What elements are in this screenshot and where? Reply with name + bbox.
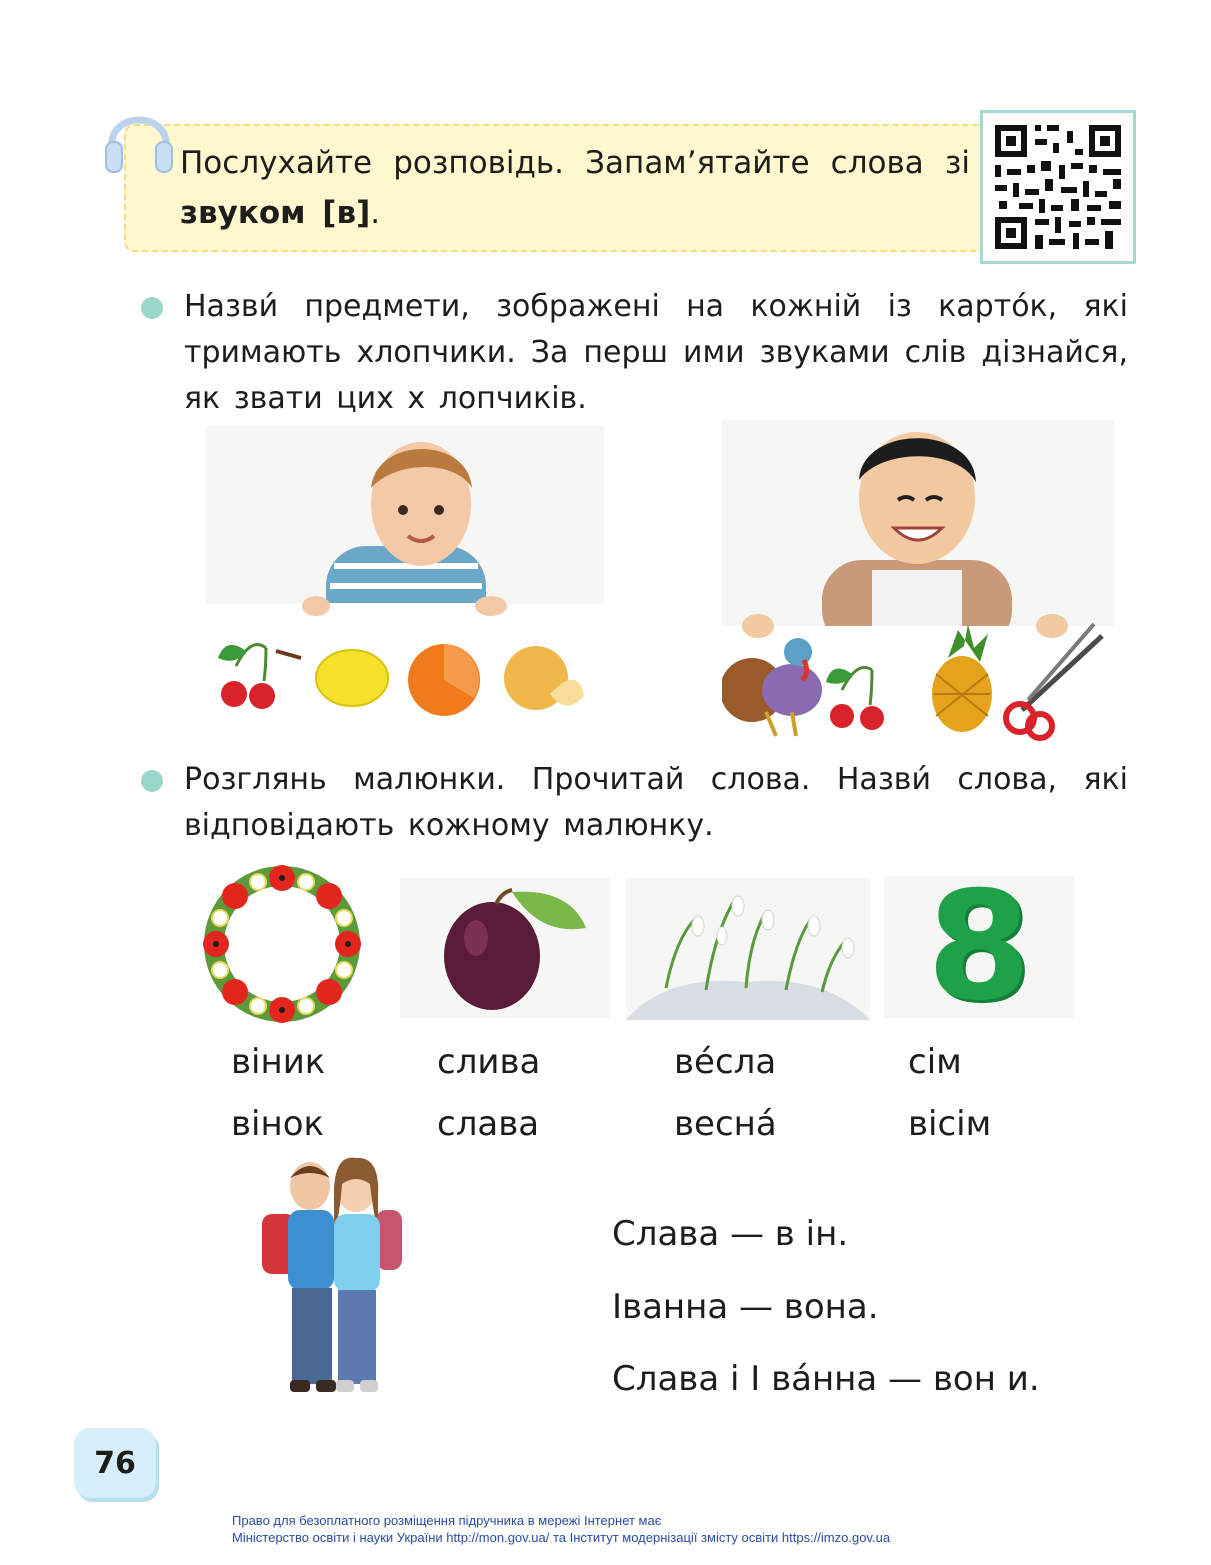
word: сім xyxy=(908,1042,962,1082)
boy-illustration-1 xyxy=(206,426,604,726)
children-illustration xyxy=(236,1144,422,1422)
headphones-icon xyxy=(102,92,176,184)
task-1-instruction: Назви́ предмети, зображені на кожній із карто́к, які тримають хлопчики. За перш ими звуками слів дізнайся, як звати цих х лопчиків. xyxy=(184,289,1128,416)
snowdrops-picture xyxy=(626,878,870,1020)
wreath-icon xyxy=(194,856,370,1032)
footer-line-1: Право для безоплатного розміщення підручника в мережі Інтернет має xyxy=(232,1513,662,1528)
task-bullet xyxy=(141,297,163,319)
task-bullet xyxy=(141,770,163,792)
word: весна́ xyxy=(674,1104,777,1144)
number-eight-digit: 8 xyxy=(926,860,1032,1034)
qr-code[interactable] xyxy=(980,110,1136,264)
footer-line-2: Міністерство освіти і науки України http://mon.gov.ua/ та Інститут модернізації змісту освіти https://imzo.gov.ua xyxy=(232,1530,891,1545)
number-eight-picture xyxy=(884,860,1074,1034)
page-number: 76 xyxy=(94,1445,136,1481)
plum-picture xyxy=(400,878,610,1018)
word: слава xyxy=(437,1104,540,1144)
copyright-footer xyxy=(232,1512,1132,1546)
wreath-picture xyxy=(194,856,370,1032)
task-2-instruction: Розглянь малюнки. Прочитай слова. Назви́ слова, які відповідають кожному малюнку. xyxy=(184,762,1128,843)
boy-illustration-2 xyxy=(722,420,1114,742)
word: ве́сла xyxy=(674,1042,777,1082)
sentence: Слава і І ва́нна — вон и. xyxy=(612,1359,1040,1399)
word: слива xyxy=(437,1042,541,1082)
word: вінок xyxy=(231,1104,325,1144)
lemon-icon xyxy=(316,650,388,706)
word: віник xyxy=(231,1042,326,1082)
snowdrops-icon xyxy=(626,878,870,1020)
plum-icon xyxy=(400,878,610,1018)
listen-instruction: Послухайте розповідь. Запам’ятайте слова зі звуком [в]. xyxy=(180,145,970,231)
qr-code-pattern xyxy=(983,113,1133,261)
boy-with-card-photo-1 xyxy=(206,426,604,726)
boy-with-card-photo-2 xyxy=(722,420,1114,742)
page-number-badge xyxy=(74,1428,156,1498)
sentence: Слава — в ін. xyxy=(612,1214,849,1254)
boy-and-girl-photo xyxy=(236,1144,422,1422)
sentence: Іванна — вона. xyxy=(612,1287,879,1327)
word: вісім xyxy=(908,1104,992,1144)
